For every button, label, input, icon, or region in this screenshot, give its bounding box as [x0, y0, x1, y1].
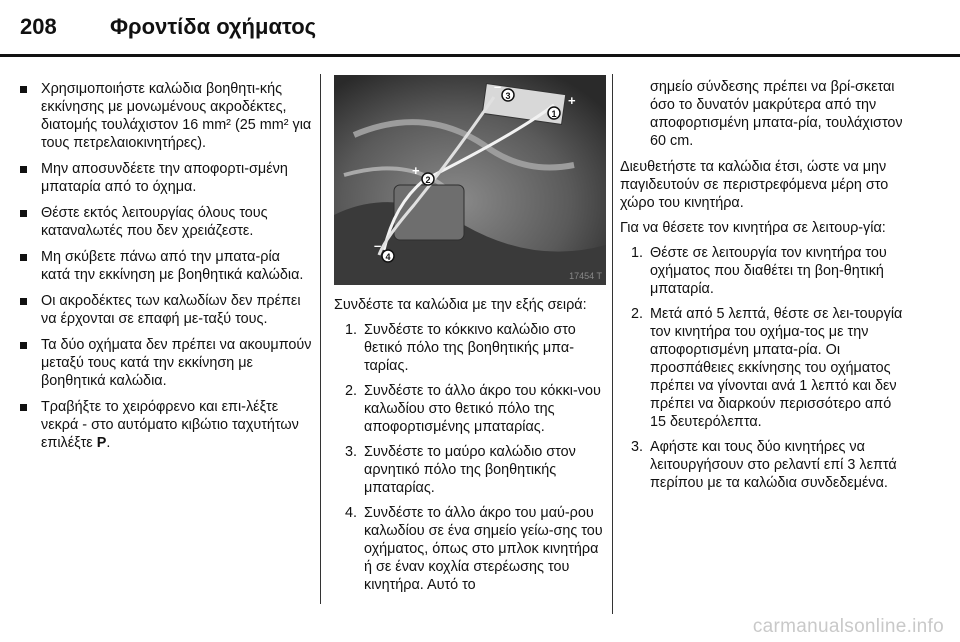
precautions-list — [16, 80, 312, 452]
bullet-square-icon — [20, 342, 27, 349]
discharged-battery — [394, 185, 464, 240]
figure-code: 17454 T — [569, 271, 602, 281]
list-item: Τραβήξτε το χειρόφρενο και επι-λέξτε νεκρά - στο αυτόματο κιβώτιο ταχυτήτων επιλέξτε P. — [16, 398, 312, 452]
gear-position-p: P — [96, 435, 107, 451]
marker-4 — [382, 250, 394, 262]
marker-2 — [422, 173, 434, 185]
page-title: Φροντίδα οχήματος — [110, 14, 317, 39]
list-item: Χρησιμοποιήστε καλώδια βοηθητι-κής εκκίνησης με μονωμένους ακροδέκτες, διατομής τουλάχιστον 16 mm² (25 mm² για τους πετρελαιοκινητήρες). — [16, 80, 312, 152]
list-item: Θέστε εκτός λειτουργίας όλους τους καταναλωτές που δεν χρειάζεστε. — [16, 204, 312, 240]
column-2 — [334, 296, 606, 601]
bullet-square-icon — [20, 254, 27, 261]
cable-routing-paragraph: Διευθετήστε τα καλώδια έτσι, ώστε να μην παγιδευτούν σε περιστρεφόμενα μέρη στο χώρο του κινητήρα. — [620, 159, 889, 211]
svg-text:3: 3 — [505, 91, 511, 101]
list-item: 4. Συνδέστε το άλλο άκρο του μαύ-ρου καλωδίου σε ένα σημείο γείω-σης του οχήματος, όπως στο μπλοκ κινητήρα ή σε έναν κοχλία στερέωσης του κινητήρα. Αυτό το — [345, 505, 603, 593]
bullet-square-icon — [20, 210, 27, 217]
minus-sign-4: – — [374, 238, 382, 253]
marker-1 — [548, 107, 560, 119]
marker-3 — [502, 89, 514, 101]
jump-start-illustration — [334, 75, 606, 285]
bullet-square-icon — [20, 166, 27, 173]
list-item: 1. Συνδέστε το κόκκινο καλώδιο στο θετικό πόλο της βοηθητικής μπα-ταρίας. — [345, 322, 576, 374]
list-item: Μη σκύβετε πάνω από την μπατα-ρία κατά την εκκίνηση με βοηθητικά καλώδια. — [16, 248, 312, 284]
svg-text:4: 4 — [385, 252, 391, 262]
list-item: 1. Θέστε σε λειτουργία τον κινητήρα του οχήματος που διαθέτει τη βοη-θητική μπαταρία. — [631, 245, 887, 297]
start-steps — [620, 244, 906, 492]
start-engine-intro: Για να θέσετε τον κινητήρα σε λειτουρ-γία: — [620, 220, 886, 236]
bullet-square-icon — [20, 86, 27, 93]
column-3 — [620, 78, 906, 499]
list-item: Οι ακροδέκτες των καλωδίων δεν πρέπει να έρχονται σε επαφή με-ταξύ τους. — [16, 292, 312, 328]
svg-text:2: 2 — [425, 175, 431, 185]
bullet-square-icon — [20, 298, 27, 305]
connection-intro: Συνδέστε τα καλώδια με την εξής σειρά: — [334, 297, 587, 313]
list-item: Μην αποσυνδέετε την αποφορτι-σμένη μπαταρία από το όχημα. — [16, 160, 312, 196]
list-item: 2. Συνδέστε το άλλο άκρο του κόκκι-νου καλωδίου στο θετικό πόλο της αποφορτισμένης μπαταρίας. — [345, 383, 601, 435]
plus-sign-1: + — [568, 93, 576, 108]
svg-text:1: 1 — [551, 109, 557, 119]
minus-sign-3: – — [494, 79, 502, 94]
column-divider-left — [320, 74, 321, 604]
step-4-continuation: σημείο σύνδεσης πρέπει να βρί-σκεται όσο το δυνατόν μακρύτερα από την αποφορτισμένη μπατα-ρία, τουλάχιστον 60 cm. — [650, 79, 903, 149]
bullet-square-icon — [20, 404, 27, 411]
column-divider-right — [612, 74, 613, 614]
page-header — [20, 14, 316, 50]
page-number: 208 — [20, 14, 57, 39]
watermark: carmanualsonline.info — [752, 616, 944, 637]
header-rule — [0, 54, 960, 57]
connection-steps — [334, 321, 606, 594]
list-item: 3. Συνδέστε το μαύρο καλώδιο στον αρνητικό πόλο της βοηθητικής μπαταρίας. — [345, 444, 576, 496]
plus-sign-2: + — [412, 163, 420, 178]
list-item: 3. Αφήστε και τους δύο κινητήρες να λειτουργήσουν στο ρελαντί επί 3 λεπτά περίπου με τα καλώδια συνδεδεμένα. — [631, 439, 897, 491]
list-item: Τα δύο οχήματα δεν πρέπει να ακουμπούν μεταξύ τους κατά την εκκίνηση με βοηθητικά καλώδια. — [16, 336, 312, 390]
list-item: 2. Μετά από 5 λεπτά, θέστε σε λει-τουργία τον κινητήρα του οχήμα-τος με την αποφορτισμένη μπατα-ρία. Οι προσπάθειες εκκίνησης του οχήματος πρέπει να γίνονται ανά 1 λεπτό και δεν πρέπει να διαρκούν περισσότερο από 15 δευτερόλεπτα. — [631, 306, 903, 430]
column-1 — [16, 80, 312, 460]
